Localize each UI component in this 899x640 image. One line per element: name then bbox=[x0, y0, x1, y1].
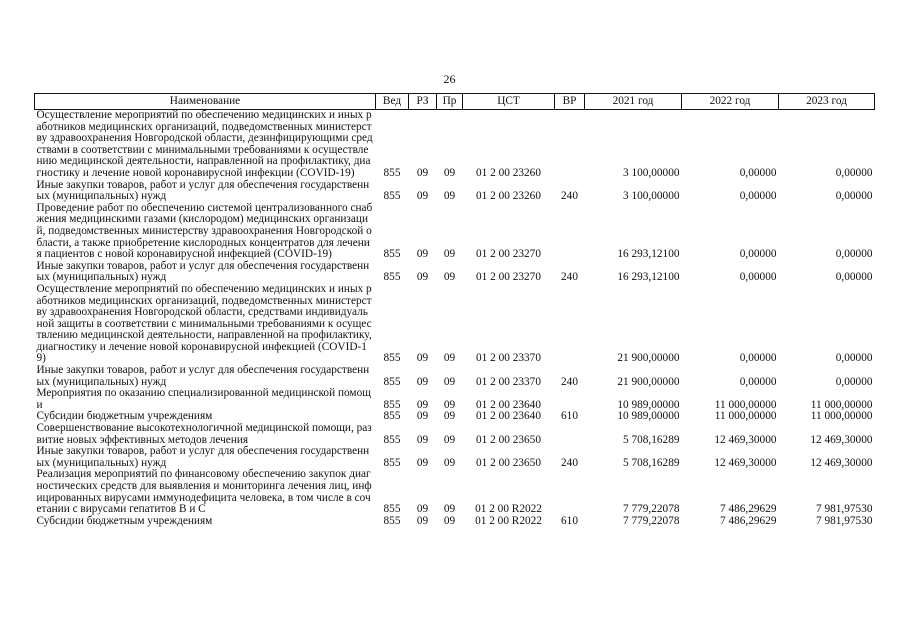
col-header-ved: Вед bbox=[376, 94, 409, 110]
row-2023: 7 981,97530 bbox=[816, 514, 873, 527]
row-name: Совершенствование высокотехнологичной медицинской помощи, развитие новых эффективных методов лечения bbox=[36, 422, 372, 446]
row-2023: 12 469,30000 bbox=[810, 433, 873, 446]
table-body bbox=[35, 110, 875, 528]
col-header-name: Наименование bbox=[35, 94, 376, 110]
table-row bbox=[35, 110, 875, 180]
table-row bbox=[35, 446, 875, 469]
row-pr: 09 bbox=[443, 514, 456, 527]
row-2023: 7 981,97530 bbox=[816, 503, 873, 516]
col-header-2022: 2022 год bbox=[682, 94, 779, 110]
row-cst: 01 2 00 23270 bbox=[476, 248, 541, 261]
row-2021: 5 708,16289 bbox=[623, 456, 680, 469]
row-2021: 7 779,22078 bbox=[623, 514, 680, 527]
row-vr: 610 bbox=[561, 410, 578, 423]
row-rz: 09 bbox=[416, 166, 429, 179]
row-rz: 09 bbox=[416, 190, 429, 203]
row-2023: 11 000,00000 bbox=[810, 398, 873, 411]
row-rz: 09 bbox=[416, 410, 429, 423]
row-ved: 855 bbox=[383, 514, 401, 527]
row-pr: 09 bbox=[443, 271, 456, 284]
col-header-pr: Пр bbox=[437, 94, 463, 110]
row-name: Проведение работ по обеспечению системой централизованного снабжения медицинскими газами (кислородом) медицинских организаций, подведомственных министерству здравоохранения Новгородской области, а также приобретение кислородных концентратов для лечения пациентов с новой коронавирусной инфекцией (COVID-19) bbox=[36, 201, 373, 261]
row-ved: 855 bbox=[383, 410, 401, 423]
row-ved: 855 bbox=[383, 503, 401, 516]
budget-table bbox=[34, 93, 875, 527]
row-2023: 0,00000 bbox=[835, 271, 873, 284]
row-rz: 09 bbox=[416, 352, 429, 365]
row-vr bbox=[555, 284, 585, 365]
row-2023: 0,00000 bbox=[835, 375, 873, 388]
row-vr: 610 bbox=[561, 514, 578, 527]
row-name: Осуществление мероприятий по обеспечению медицинских и иных работников медицинских организаций, подведомственных министерству здравоохранения Новгородской области, дезинфицирующими средствами в соответствии с минимальными требованиями к осуществлению медицинской деятельности, направленной на профилактику, диагностику и лечение новой коронавирусной инфекции (COVID-19) bbox=[36, 109, 373, 179]
row-2022: 7 486,29629 bbox=[720, 503, 777, 516]
table-row bbox=[35, 261, 875, 284]
row-ved: 855 bbox=[383, 456, 401, 469]
table-row bbox=[35, 365, 875, 388]
page-number: 26 bbox=[443, 72, 456, 86]
row-cst: 01 2 00 23370 bbox=[476, 352, 541, 365]
row-pr: 09 bbox=[443, 352, 456, 365]
row-2023: 0,00000 bbox=[835, 352, 873, 365]
row-vr bbox=[555, 110, 585, 180]
row-ved: 855 bbox=[383, 190, 401, 203]
row-pr: 09 bbox=[443, 503, 456, 516]
row-2023: 0,00000 bbox=[835, 190, 873, 203]
row-rz: 09 bbox=[416, 375, 429, 388]
row-2023: 11 000,00000 bbox=[810, 410, 873, 423]
row-cst: 01 2 00 23260 bbox=[476, 190, 541, 203]
row-pr: 09 bbox=[443, 248, 456, 261]
table-row bbox=[35, 469, 875, 515]
row-name: Субсидии бюджетным учреждениям bbox=[36, 410, 213, 423]
row-cst: 01 2 00 23370 bbox=[476, 375, 541, 388]
row-cst: 01 2 00 23650 bbox=[476, 456, 541, 469]
row-cst: 01 2 00 23650 bbox=[476, 433, 541, 446]
row-pr: 09 bbox=[443, 410, 456, 423]
row-cst: 01 2 00 23260 bbox=[476, 166, 541, 179]
col-header-vr: ВР bbox=[555, 94, 585, 110]
table-row bbox=[35, 423, 875, 446]
row-name: Иные закупки товаров, работ и услуг для обеспечения государственных (муниципальных) нужд bbox=[36, 259, 370, 284]
row-2021: 10 989,00000 bbox=[617, 398, 680, 411]
row-vr: 240 bbox=[561, 271, 578, 284]
row-ved: 855 bbox=[383, 398, 401, 411]
table-row bbox=[35, 203, 875, 261]
row-cst: 01 2 00 23270 bbox=[476, 271, 541, 284]
row-2022: 0,00000 bbox=[739, 248, 777, 261]
table-row bbox=[35, 388, 875, 411]
row-ved: 855 bbox=[383, 375, 401, 388]
row-pr: 09 bbox=[443, 375, 456, 388]
row-name: Иные закупки товаров, работ и услуг для обеспечения государственных (муниципальных) нужд bbox=[36, 364, 370, 388]
row-2021: 21 900,00000 bbox=[617, 352, 680, 365]
row-vr bbox=[555, 469, 585, 515]
row-2023: 0,00000 bbox=[835, 166, 873, 179]
col-header-cst: ЦСТ bbox=[463, 94, 555, 110]
row-cst: 01 2 00 23640 bbox=[476, 410, 541, 423]
col-header-2021: 2021 год bbox=[585, 94, 682, 110]
row-ved: 855 bbox=[383, 271, 401, 284]
row-2021: 3 100,00000 bbox=[623, 166, 680, 179]
row-ved: 855 bbox=[383, 248, 401, 261]
row-cst: 01 2 00 R2022 bbox=[475, 514, 542, 527]
row-name: Мероприятия по оказанию специализированной медицинской помощи bbox=[36, 387, 371, 411]
row-name: Субсидии бюджетным учреждениям bbox=[36, 514, 213, 527]
table-header bbox=[35, 94, 875, 110]
row-pr: 09 bbox=[443, 190, 456, 203]
row-cst: 01 2 00 23640 bbox=[476, 398, 541, 411]
row-vr: 240 bbox=[561, 456, 578, 469]
row-name: Осуществление мероприятий по обеспечению медицинских и иных работников медицинских организаций, подведомственных министерству здравоохранения Новгородской области, средствами индивидуальной защиты в соответствии с минимальными требованиями к осуществлению медицинской деятельности, направленной на профилактику, диагностику и лечение новой коронавирусной инфекцией (COVID-19) bbox=[36, 282, 372, 365]
col-header-rz: РЗ bbox=[409, 94, 437, 110]
row-2021: 16 293,12100 bbox=[617, 248, 680, 261]
row-ved: 855 bbox=[383, 433, 401, 446]
row-pr: 09 bbox=[443, 398, 456, 411]
row-2021: 3 100,00000 bbox=[623, 190, 680, 203]
row-2023: 0,00000 bbox=[835, 248, 873, 261]
row-ved: 855 bbox=[383, 166, 401, 179]
row-vr: 240 bbox=[561, 190, 578, 203]
row-pr: 09 bbox=[443, 433, 456, 446]
table-row bbox=[35, 516, 875, 528]
row-pr: 09 bbox=[443, 166, 456, 179]
row-2021: 21 900,00000 bbox=[617, 375, 680, 388]
row-pr: 09 bbox=[443, 456, 456, 469]
col-header-2023: 2023 год bbox=[779, 94, 875, 110]
row-rz: 09 bbox=[416, 456, 429, 469]
row-name: Иные закупки товаров, работ и услуг для обеспечения государственных (муниципальных) нужд bbox=[36, 445, 370, 469]
row-rz: 09 bbox=[416, 248, 429, 261]
row-vr bbox=[555, 203, 585, 261]
row-vr bbox=[555, 388, 585, 411]
row-rz: 09 bbox=[416, 514, 429, 527]
row-ved: 855 bbox=[383, 352, 401, 365]
row-cst: 01 2 00 R2022 bbox=[475, 503, 542, 516]
row-2022: 0,00000 bbox=[739, 190, 777, 203]
row-rz: 09 bbox=[416, 503, 429, 516]
table-row bbox=[35, 284, 875, 365]
row-2021: 16 293,12100 bbox=[617, 271, 680, 284]
row-2022: 11 000,00000 bbox=[714, 398, 777, 411]
row-rz: 09 bbox=[416, 398, 429, 411]
row-2022: 11 000,00000 bbox=[714, 410, 777, 423]
row-2021: 7 779,22078 bbox=[623, 503, 680, 516]
row-name: Реализация мероприятий по финансовому обеспечению закупок диагностических средств для выявления и мониторинга лечения лиц, инфицированных вирусами иммунодефицита человека, в том числе в сочетании с вирусами гепатитов В и С bbox=[36, 468, 372, 516]
row-rz: 09 bbox=[416, 433, 429, 446]
row-vr: 240 bbox=[561, 375, 578, 388]
table-row bbox=[35, 180, 875, 203]
row-2022: 0,00000 bbox=[739, 271, 777, 284]
row-2022: 0,00000 bbox=[739, 352, 777, 365]
row-2021: 10 989,00000 bbox=[617, 410, 680, 423]
row-rz: 09 bbox=[416, 271, 429, 284]
row-2022: 12 469,30000 bbox=[714, 456, 777, 469]
row-2022: 7 486,29629 bbox=[720, 514, 777, 527]
row-2022: 0,00000 bbox=[739, 166, 777, 179]
header-row bbox=[35, 94, 875, 110]
row-2021: 5 708,16289 bbox=[623, 433, 680, 446]
row-2022: 0,00000 bbox=[739, 375, 777, 388]
row-vr bbox=[555, 423, 585, 446]
row-2022: 12 469,30000 bbox=[714, 433, 777, 446]
row-name: Иные закупки товаров, работ и услуг для обеспечения государственных (муниципальных) нужд bbox=[36, 178, 370, 203]
row-2023: 12 469,30000 bbox=[810, 456, 873, 469]
